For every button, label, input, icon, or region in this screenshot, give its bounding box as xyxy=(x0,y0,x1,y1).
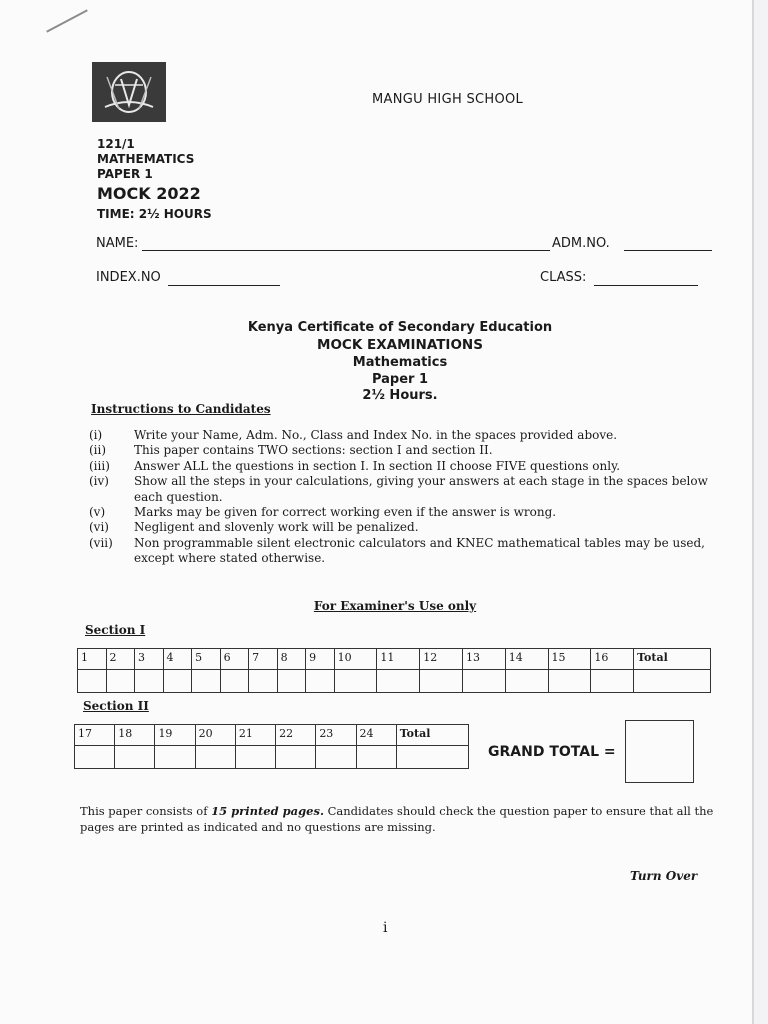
marks-score-cell[interactable] xyxy=(420,670,463,693)
instruction-item xyxy=(89,520,711,535)
title-duration: 2½ Hours. xyxy=(362,388,438,403)
instruction-item xyxy=(89,474,711,505)
marks-question-header: 3 xyxy=(135,649,164,670)
section-2-marks-table xyxy=(74,724,469,769)
marks-score-cell[interactable] xyxy=(163,670,192,693)
instruction-text: Marks may be given for correct working even if the answer is wrong. xyxy=(134,505,557,520)
note-pages: 15 printed pages. xyxy=(211,804,324,818)
subject-name: MATHEMATICS xyxy=(97,152,195,166)
instruction-number: (iii) xyxy=(89,458,110,473)
marks-question-header: 10 xyxy=(334,649,377,670)
title-subject: Mathematics xyxy=(352,355,448,370)
instruction-number: (v) xyxy=(89,505,106,520)
marks-question-header: 24 xyxy=(356,725,396,746)
school-crest-logo xyxy=(92,62,166,122)
marks-question-header: 6 xyxy=(220,649,249,670)
marks-score-cell[interactable] xyxy=(220,670,249,693)
marks-question-header: 20 xyxy=(195,725,235,746)
section-1-label: Section I xyxy=(85,623,146,637)
marks-question-header: 5 xyxy=(192,649,221,670)
marks-question-header: 17 xyxy=(75,725,115,746)
examiner-heading: For Examiner's Use only xyxy=(313,599,477,613)
index-line[interactable] xyxy=(168,273,280,286)
paper-number: PAPER 1 xyxy=(97,167,153,181)
marks-score-cell[interactable] xyxy=(155,746,195,769)
marks-question-header: 16 xyxy=(591,649,634,670)
marks-score-cell[interactable] xyxy=(195,746,235,769)
class-label: CLASS: xyxy=(540,270,587,285)
instruction-number: (vii) xyxy=(89,535,113,550)
instruction-text: Non programmable silent electronic calculators and KNEC mathematical tables may be used, except where stated otherwise. xyxy=(134,535,705,566)
marks-score-cell[interactable] xyxy=(316,746,356,769)
instruction-text: This paper contains TWO sections: section I and section II. xyxy=(134,443,493,458)
marks-score-cell[interactable] xyxy=(249,670,278,693)
name-label: NAME: xyxy=(96,236,139,251)
marks-score-cell[interactable] xyxy=(276,746,316,769)
marks-question-header: Total xyxy=(634,649,711,670)
instruction-item xyxy=(89,536,711,567)
marks-score-cell[interactable] xyxy=(192,670,221,693)
school-name: MANGU HIGH SCHOOL xyxy=(372,92,524,107)
instruction-text: Write your Name, Adm. No., Class and Index No. in the spaces provided above. xyxy=(134,428,618,442)
instruction-number: (iv) xyxy=(89,474,109,489)
marks-score-cell[interactable] xyxy=(235,746,275,769)
instruction-item xyxy=(89,459,711,474)
marks-score-cell[interactable] xyxy=(135,670,164,693)
instruction-text: Answer ALL the questions in section I. In section II choose FIVE questions only. xyxy=(134,458,621,473)
note-prefix: This paper consists of xyxy=(80,804,212,818)
turn-over-label: Turn Over xyxy=(630,869,698,883)
marks-score-cell[interactable] xyxy=(377,670,420,693)
title-paper: Paper 1 xyxy=(371,372,429,387)
instruction-item xyxy=(89,428,711,443)
marks-question-header: 12 xyxy=(420,649,463,670)
paper-code: 121/1 xyxy=(97,137,135,151)
instruction-text: Show all the steps in your calculations, giving your answers at each stage in the spaces below each question. xyxy=(134,474,708,504)
marks-score-cell[interactable] xyxy=(334,670,377,693)
class-line[interactable] xyxy=(594,273,698,286)
marks-question-header: 14 xyxy=(505,649,548,670)
grand-total-box[interactable] xyxy=(625,720,694,783)
grand-total-label: GRAND TOTAL = xyxy=(488,744,616,760)
title-mock-exams: MOCK EXAMINATIONS xyxy=(317,337,483,353)
marks-question-header: 9 xyxy=(306,649,335,670)
instruction-number: (i) xyxy=(89,428,103,442)
marks-question-header: 22 xyxy=(276,725,316,746)
pen-mark xyxy=(46,9,88,32)
title-kcse: Kenya Certificate of Secondary Education xyxy=(247,320,553,335)
marks-score-cell[interactable] xyxy=(106,670,135,693)
marks-score-cell[interactable] xyxy=(634,670,711,693)
crest-icon xyxy=(101,67,157,117)
marks-question-header: 21 xyxy=(235,725,275,746)
exam-time: TIME: 2½ HOURS xyxy=(97,207,212,221)
marks-question-header: 4 xyxy=(163,649,192,670)
page-count-note xyxy=(80,803,720,835)
marks-score-cell[interactable] xyxy=(277,670,306,693)
marks-question-header: 23 xyxy=(316,725,356,746)
name-line[interactable] xyxy=(142,238,550,251)
marks-question-header: 18 xyxy=(115,725,155,746)
marks-question-header: Total xyxy=(396,725,468,746)
page-number: i xyxy=(383,920,388,936)
marks-score-cell[interactable] xyxy=(306,670,335,693)
instruction-item xyxy=(89,505,711,520)
marks-question-header: 2 xyxy=(106,649,135,670)
marks-score-cell[interactable] xyxy=(75,746,115,769)
section-2-label: Section II xyxy=(83,699,149,713)
marks-score-cell[interactable] xyxy=(115,746,155,769)
instruction-item xyxy=(89,443,711,458)
instructions-list xyxy=(89,428,711,567)
marks-score-cell[interactable] xyxy=(591,670,634,693)
note-rest: Candidates should check the question paper to ensure that all the pages are printed as indicated and no questions are missing. xyxy=(80,804,714,834)
exam-name: MOCK 2022 xyxy=(97,184,201,203)
marks-question-header: 11 xyxy=(377,649,420,670)
marks-score-cell[interactable] xyxy=(356,746,396,769)
marks-question-header: 19 xyxy=(155,725,195,746)
instructions-heading: Instructions to Candidates xyxy=(91,402,271,416)
instruction-number: (ii) xyxy=(89,443,107,458)
adm-label: ADM.NO. xyxy=(552,236,610,251)
marks-question-header: 15 xyxy=(548,649,591,670)
marks-score-cell[interactable] xyxy=(396,746,468,769)
marks-question-header: 13 xyxy=(462,649,505,670)
marks-score-cell[interactable] xyxy=(505,670,548,693)
marks-score-cell[interactable] xyxy=(78,670,107,693)
marks-score-cell[interactable] xyxy=(462,670,505,693)
adm-line[interactable] xyxy=(624,238,712,251)
instruction-number: (vi) xyxy=(89,520,109,535)
marks-question-header: 8 xyxy=(277,649,306,670)
instruction-text: Negligent and slovenly work will be penalized. xyxy=(134,520,419,535)
index-label: INDEX.NO xyxy=(96,270,161,285)
marks-question-header: 7 xyxy=(249,649,278,670)
marks-question-header: 1 xyxy=(78,649,107,670)
marks-score-cell[interactable] xyxy=(548,670,591,693)
section-1-marks-table xyxy=(77,648,711,693)
paper-info xyxy=(97,137,212,223)
